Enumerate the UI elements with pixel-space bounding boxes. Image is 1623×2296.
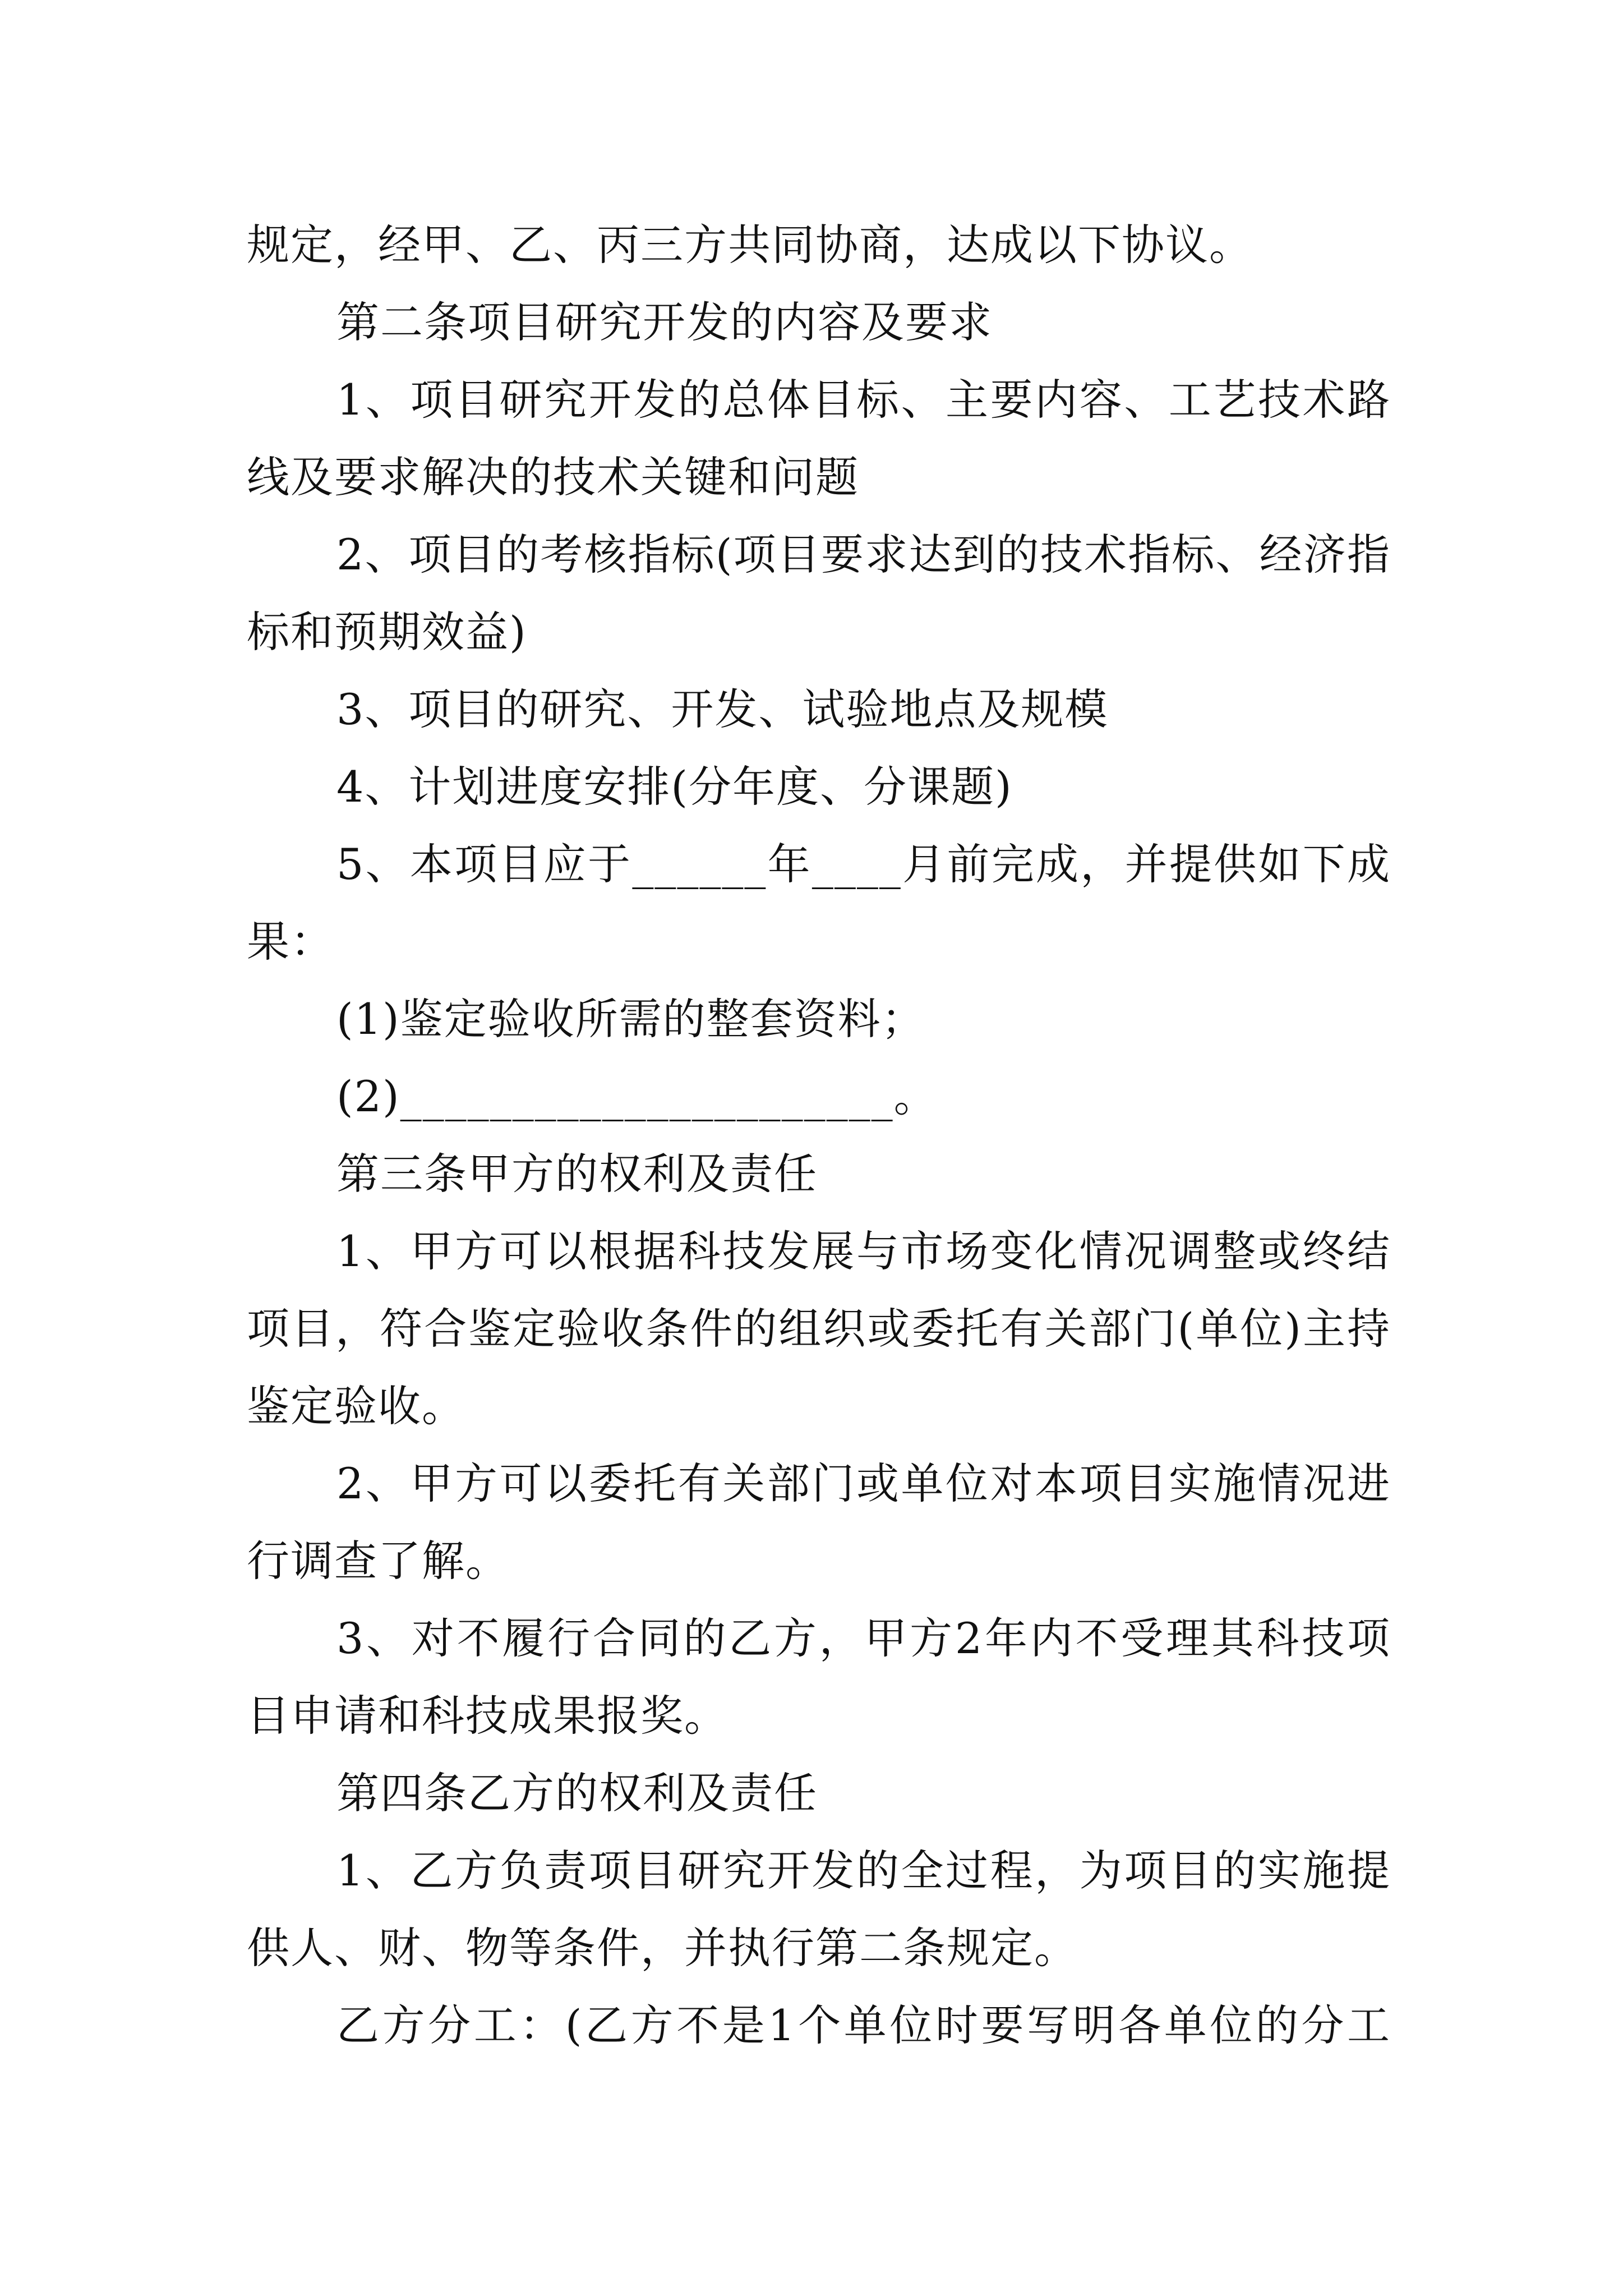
text-line: 鉴定验收。 bbox=[247, 1381, 465, 1431]
text-line: 规定，经甲、乙、丙三方共同协商，达成以下协议。 bbox=[247, 220, 1253, 270]
section-heading: 第二条项目研究开发的内容及要求 bbox=[336, 297, 993, 347]
text-line: 项目，符合鉴定验收条件的组织或委托有关部门(单位)主持 bbox=[247, 1304, 1391, 1354]
text-line: 1、甲方可以根据科技发展与市场变化情况调整或终结 bbox=[336, 1226, 1391, 1276]
text-line: 线及要求解决的技术关键和问题 bbox=[247, 452, 859, 502]
text-line: 1、乙方负责项目研究开发的全过程，为项目的实施提 bbox=[336, 1846, 1391, 1895]
document-body bbox=[247, 206, 1391, 2064]
section-heading: 第三条甲方的权利及责任 bbox=[336, 1149, 818, 1199]
text-line: 行调查了解。 bbox=[247, 1536, 509, 1586]
text-line: 2、甲方可以委托有关部门或单位对本项目实施情况进 bbox=[336, 1458, 1391, 1508]
text-line: 4、计划进度安排(分年度、分课题) bbox=[336, 762, 1013, 812]
text-line: (2)______________________。 bbox=[336, 1071, 938, 1121]
text-line: 果： bbox=[247, 917, 334, 967]
text-line: 目申请和科技成果报奖。 bbox=[247, 1691, 728, 1741]
text-line: 2、项目的考核指标(项目要求达到的技术指标、经济指 bbox=[336, 530, 1391, 579]
section-heading: 第四条乙方的权利及责任 bbox=[336, 1768, 818, 1818]
text-line: 乙方分工：(乙方不是1个单位时要写明各单位的分工 bbox=[336, 2000, 1391, 2050]
text-line: 供人、财、物等条件，并执行第二条规定。 bbox=[247, 1923, 1078, 1973]
text-line: 1、项目研究开发的总体目标、主要内容、工艺技术路 bbox=[336, 375, 1391, 425]
text-line: (1)鉴定验收所需的整套资料； bbox=[336, 994, 925, 1044]
text-line: 3、项目的研究、开发、试验地点及规模 bbox=[336, 684, 1109, 734]
text-line: 标和预期效益) bbox=[247, 607, 527, 657]
text-line: 3、对不履行合同的乙方，甲方2年内不受理其科技项 bbox=[336, 1613, 1391, 1663]
text-line: 5、本项目应于______年____月前完成，并提供如下成 bbox=[336, 839, 1391, 889]
